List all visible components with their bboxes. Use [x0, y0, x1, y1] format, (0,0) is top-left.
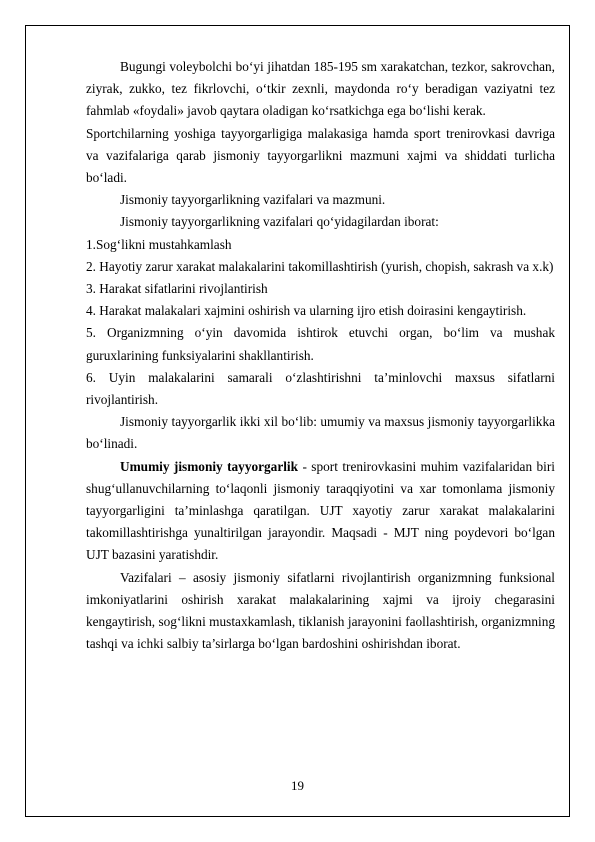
section-heading-tasks: Jismoniy tayyorgarlikning vazifalari va mazmuni.	[120, 192, 386, 208]
definition-general-preparation: - sport trenirovkasini muhim vazifalaridan biri shug‘ullanuvchilarning to‘laqonli jismoniy taraqqiyotini va xar tomonlama jismoniy tayyorgarligini ta’minlashga qaratilgan. UJT xayotiy zarur xarakat malakalarini takomillashtirishga yunaltirilgan jarayondir. Maqsadi - MJT ning poydevori bo‘lgan UJT bazasini yaratishdir.	[86, 458, 555, 563]
list-item-4: 4. Harakat malakalari xajmini oshirish va ularning ijro etish doirasini kengaytirish.	[86, 303, 527, 319]
paragraph-objectives: Vazifalari – asosiy jismoniy sifatlarni rivojlantirish organizmning funksional imkoniyatlarini oshirish xarakat malakalarining xajmi va ijroiy chegarasini kengaytirish, sog‘likni mustaxkamlash, tiklanish jarayonini faollashtirish, organizmning tashqi va ichki salbiy ta’sirlarga bo‘lgan bardoshini oshirishdan iborat.	[86, 569, 555, 652]
paragraph-tasks-intro: Jismoniy tayyorgarlikning vazifalari qo‘yidagilardan iborat:	[120, 214, 439, 230]
paragraph-training-content: Sportchilarning yoshiga tayyorgarligiga malakasiga hamda sport trenirovkasi davriga va vazifalariga qarab jismoniy tayyorgarlikni mazmuni xajmi va shiddati turlicha bo‘ladi.	[86, 125, 555, 186]
term-general-preparation: Umumiy jismoniy tayyorgarlik	[120, 458, 299, 474]
list-item-6: 6. Uyin malakalarini samarali o‘zlashtirishni ta’minlovchi maxsus sifatlarni rivojlantirish.	[86, 369, 555, 408]
list-item-2: 2. Hayotiy zarur xarakat malakalarini takomillashtirish (yurish, chopish, sakrash va x.k)	[86, 258, 554, 274]
list-item-5: 5. Organizmning o‘yin davomida ishtirok etuvchi organ, bo‘lim va mushak guruxlarining funksiyalarini shakllantirish.	[86, 325, 555, 363]
list-item-3: 3. Harakat sifatlarini rivojlantirish	[86, 281, 268, 297]
page-number: 19	[291, 778, 304, 793]
paragraph-volleyball-player: Bugungi voleybolchi bo‘yi jihatdan 185-195 sm xarakatchan, tezkor, sakrovchan, ziyrak, zukko, tez fikrlovchi, o‘tkir zexnli, maydonda ro‘y beradigan vaziyatni tez fahmlab «foydali» javob qaytara oladigan ko‘rsatkichga ega bo‘lishi kerak.	[86, 59, 555, 119]
paragraph-general-preparation	[86, 456, 555, 567]
paragraph-two-types: Jismoniy tayyorgarlik ikki xil bo‘lib: umumiy va maxsus jismoniy tayyorgarlikka bo‘linadi.	[86, 414, 555, 452]
document-body	[86, 56, 555, 655]
list-item-1: 1.Sog‘likni mustahkamlash	[86, 236, 232, 252]
